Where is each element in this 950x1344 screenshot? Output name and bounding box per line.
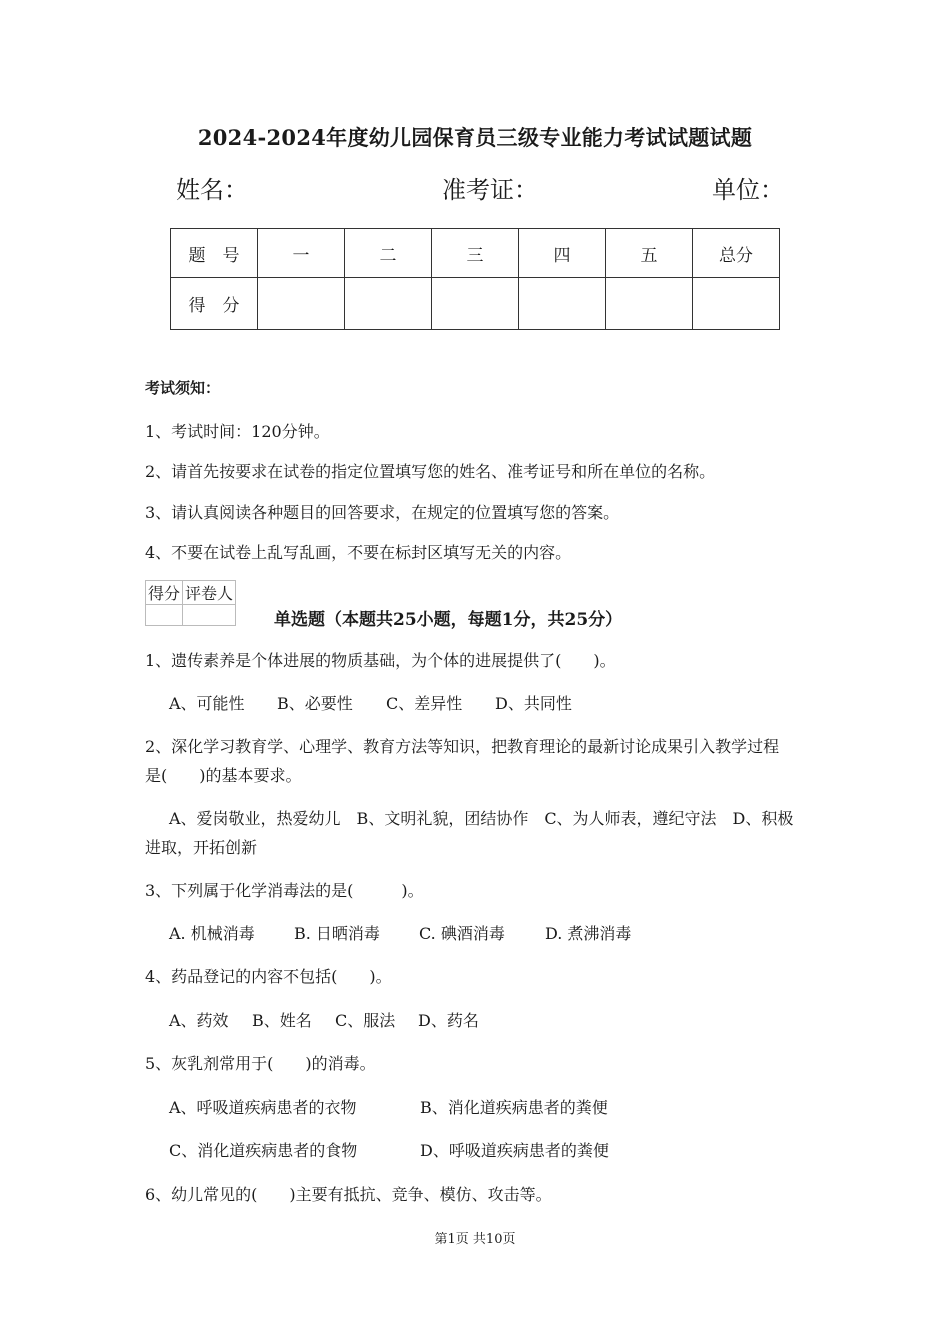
question-3: 3、下列属于化学消毒法的是( )。 xyxy=(145,881,424,900)
score-table xyxy=(170,228,780,330)
section-title: 单选题（本题共25小题，每题1分，共25分） xyxy=(274,610,623,630)
score-cell[interactable] xyxy=(606,278,693,330)
question-4: 4、药品登记的内容不包括( )。 xyxy=(145,967,392,986)
question-5: 5、灰乳剂常用于( )的消毒。 xyxy=(145,1054,376,1073)
q5-option-c: C、消化道疾病患者的食物 xyxy=(169,1141,358,1160)
name-label: 姓名： xyxy=(176,176,248,204)
score-header-cell: 一 xyxy=(258,229,345,278)
score-row-label: 得 分 xyxy=(171,278,258,330)
question-1: 1、遗传素养是个体进展的物质基础，为个体的进展提供了( )。 xyxy=(145,651,616,670)
question-2-cont: 是( )的基本要求。 xyxy=(145,766,302,785)
score-cell[interactable] xyxy=(693,278,780,330)
question-2: 2、深化学习教育学、心理学、教育方法等知识，把教育理论的最新讨论成果引入教学过程 xyxy=(145,737,780,756)
score-cell[interactable] xyxy=(432,278,519,330)
score-table-score-row xyxy=(171,278,780,330)
exam-id-label: 准考证： xyxy=(442,176,538,204)
q4-option-c: C、服法 xyxy=(335,1011,396,1030)
grader-score-cell[interactable] xyxy=(146,605,183,626)
score-cell[interactable] xyxy=(519,278,606,330)
notice-item: 2、请首先按要求在试卷的指定位置填写您的姓名、准考证号和所在单位的名称。 xyxy=(145,462,716,481)
q3-option-c: C. 碘酒消毒 xyxy=(419,924,505,943)
q5-option-a: A、呼吸道疾病患者的衣物 xyxy=(169,1098,357,1117)
page-title: 2024-2024年度幼儿园保育员三级专业能力考试试题试题 xyxy=(197,125,753,150)
q4-option-b: B、姓名 xyxy=(252,1011,312,1030)
score-cell[interactable] xyxy=(345,278,432,330)
q2-options-cont: 进取，开拓创新 xyxy=(145,838,258,857)
score-header-cell: 二 xyxy=(345,229,432,278)
q3-option-b: B. 日晒消毒 xyxy=(294,924,380,943)
q1-option-b: B、必要性 xyxy=(277,694,353,713)
q1-option-a: A、可能性 xyxy=(169,694,245,713)
notice-item: 4、不要在试卷上乱写乱画，不要在标封区填写无关的内容。 xyxy=(145,543,572,562)
grader-name-label: 评卷人 xyxy=(183,581,236,605)
grader-name-cell[interactable] xyxy=(183,605,236,626)
score-header-cell: 题 号 xyxy=(171,229,258,278)
score-cell[interactable] xyxy=(258,278,345,330)
score-header-cell: 四 xyxy=(519,229,606,278)
unit-label: 单位： xyxy=(712,176,784,204)
notice-item: 3、请认真阅读各种题目的回答要求，在规定的位置填写您的答案。 xyxy=(145,503,620,522)
page-footer: 第1页 共10页 xyxy=(434,1232,516,1247)
notice-heading: 考试须知： xyxy=(145,379,221,397)
question-6: 6、幼儿常见的( )主要有抵抗、竞争、模仿、攻击等。 xyxy=(145,1185,552,1204)
notice-item: 1、考试时间：120分钟。 xyxy=(145,422,330,441)
score-table-header-row xyxy=(171,229,780,278)
q3-option-d: D. 煮沸消毒 xyxy=(545,924,632,943)
q5-option-d: D、呼吸道疾病患者的粪便 xyxy=(420,1141,609,1160)
q5-option-b: B、消化道疾病患者的粪便 xyxy=(420,1098,608,1117)
q2-options: A、爱岗敬业，热爱幼儿 B、文明礼貌，团结协作 C、为人师表，遵纪守法 D、积极 xyxy=(169,809,794,828)
q1-option-c: C、差异性 xyxy=(386,694,463,713)
score-header-cell: 三 xyxy=(432,229,519,278)
score-header-cell: 总分 xyxy=(693,229,780,278)
q4-option-a: A、药效 xyxy=(169,1011,229,1030)
q3-option-a: A. 机械消毒 xyxy=(169,924,255,943)
q4-option-d: D、药名 xyxy=(418,1011,479,1030)
q1-option-d: D、共同性 xyxy=(495,694,572,713)
grader-score-label: 得分 xyxy=(146,581,183,605)
grader-box xyxy=(145,580,236,626)
score-header-cell: 五 xyxy=(606,229,693,278)
